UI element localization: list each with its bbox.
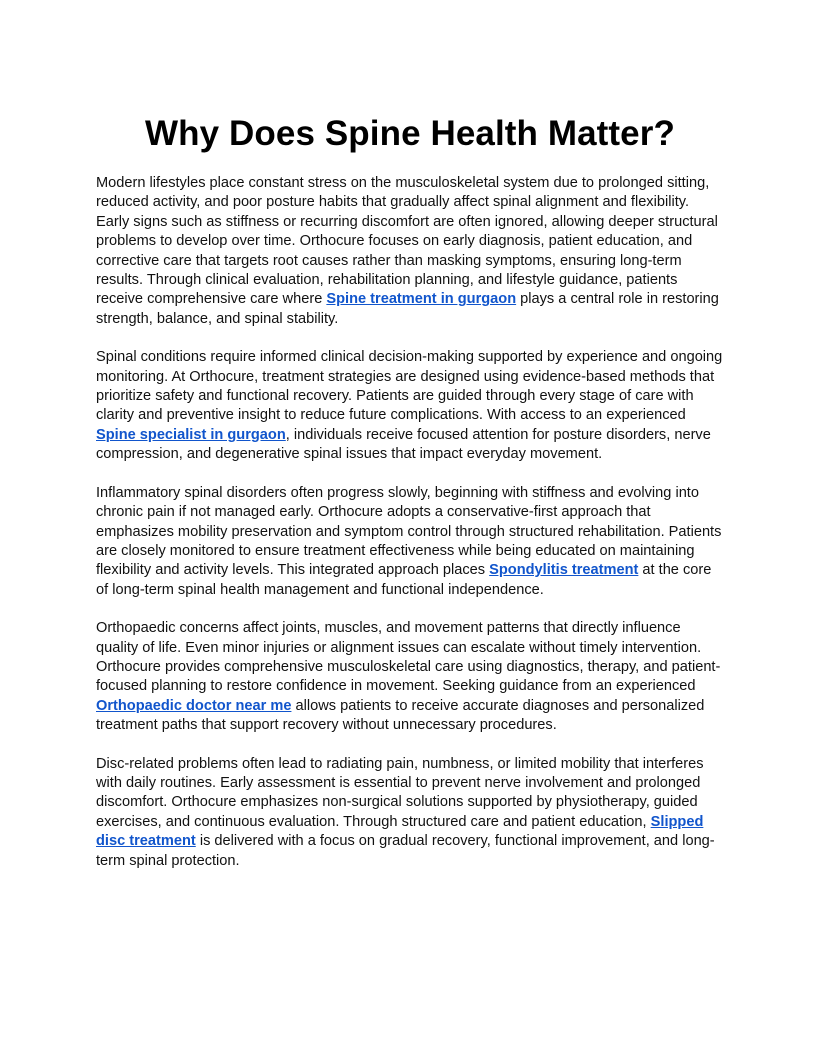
paragraph-text: is delivered with a focus on gradual recovery, functional improvement, and long-term spinal protection. [96,833,715,869]
link-spondylitis-treatment[interactable]: Spondylitis treatment [489,562,639,579]
paragraph-text: Modern lifestyles place constant stress on the musculoskeletal system due to prolonged sitting, reduced activity, and poor posture habits that gradually affect spinal alignment and flexibility. Early signs such as stiffness or recurring discomfort are often ignored, allowing deeper structural problems to develop over time. Orthocure focuses on early diagnosis, patient education, and corrective care that targets root causes rather than masking symptoms, ensuring long-term results. Through clinical evaluation, rehabilitation planning, and lifestyle guidance, patients receive comprehensive care where [96,175,718,308]
link-slipped-disc-treatment[interactable]: Slipped disc treatment [96,813,704,850]
document-page [96,0,724,871]
paragraph-text: Inflammatory spinal disorders often progress slowly, beginning with stiffness and evolving into chronic pain if not managed early. Orthocure adopts a conservative-first approach that emphasizes mobility preservation and symptom control through structured rehabilitation. Patients are closely monitored to ensure treatment effectiveness while being educated on maintaining flexibility and activity levels. This integrated approach places [96,484,722,579]
paragraph-text: Spinal conditions require informed clinical decision-making supported by experience and ongoing monitoring. At Orthocure, treatment strategies are designed using evidence-based methods that prioritize safety and functional recovery. Patients are guided through every stage of care with clarity and preventive insight to reduce future complications. With access to an experienced [96,349,723,424]
paragraph-orthopaedic [96,619,724,735]
paragraph-spondylitis [96,484,724,600]
paragraph-text: plays a central role in restoring strength, balance, and spinal stability. [96,291,719,327]
paragraph-text: allows patients to receive accurate diagnoses and personalized treatment paths that support recovery without unnecessary procedures. [96,697,705,734]
paragraph-spine-health [96,174,724,329]
link-spine-treatment-gurgaon[interactable]: Spine treatment in gurgaon [326,291,517,308]
paragraph-slipped-disc [96,755,724,871]
page-title: Why Does Spine Health Matter? [145,114,675,153]
link-orthopaedic-doctor-near-me[interactable]: Orthopaedic doctor near me [96,697,292,714]
paragraph-text: at the core of long-term spinal health management and functional independence. [96,562,712,598]
link-spine-specialist-gurgaon[interactable]: Spine specialist in gurgaon [96,426,286,443]
paragraph-text: Orthopaedic concerns affect joints, muscles, and movement patterns that directly influence quality of life. Even minor injuries or alignment issues can escalate without timely intervention. Orthocure provides comprehensive musculoskeletal care using diagnostics, therapy, and patient-focused planning to restore confidence in movement. Seeking guidance from an experienced [96,620,721,695]
paragraph-spine-specialist [96,348,724,464]
paragraph-text: , individuals receive focused attention for posture disorders, nerve compression, and degenerative spinal issues that impact everyday movement. [96,426,711,463]
paragraph-text: Disc-related problems often lead to radiating pain, numbness, or limited mobility that interferes with daily routines. Early assessment is essential to prevent nerve involvement and prolonged discomfort. Orthocure emphasizes non-surgical solutions supported by physiotherapy, guided exercises, and continuous evaluation. Through structured care and patient education, [96,755,704,830]
